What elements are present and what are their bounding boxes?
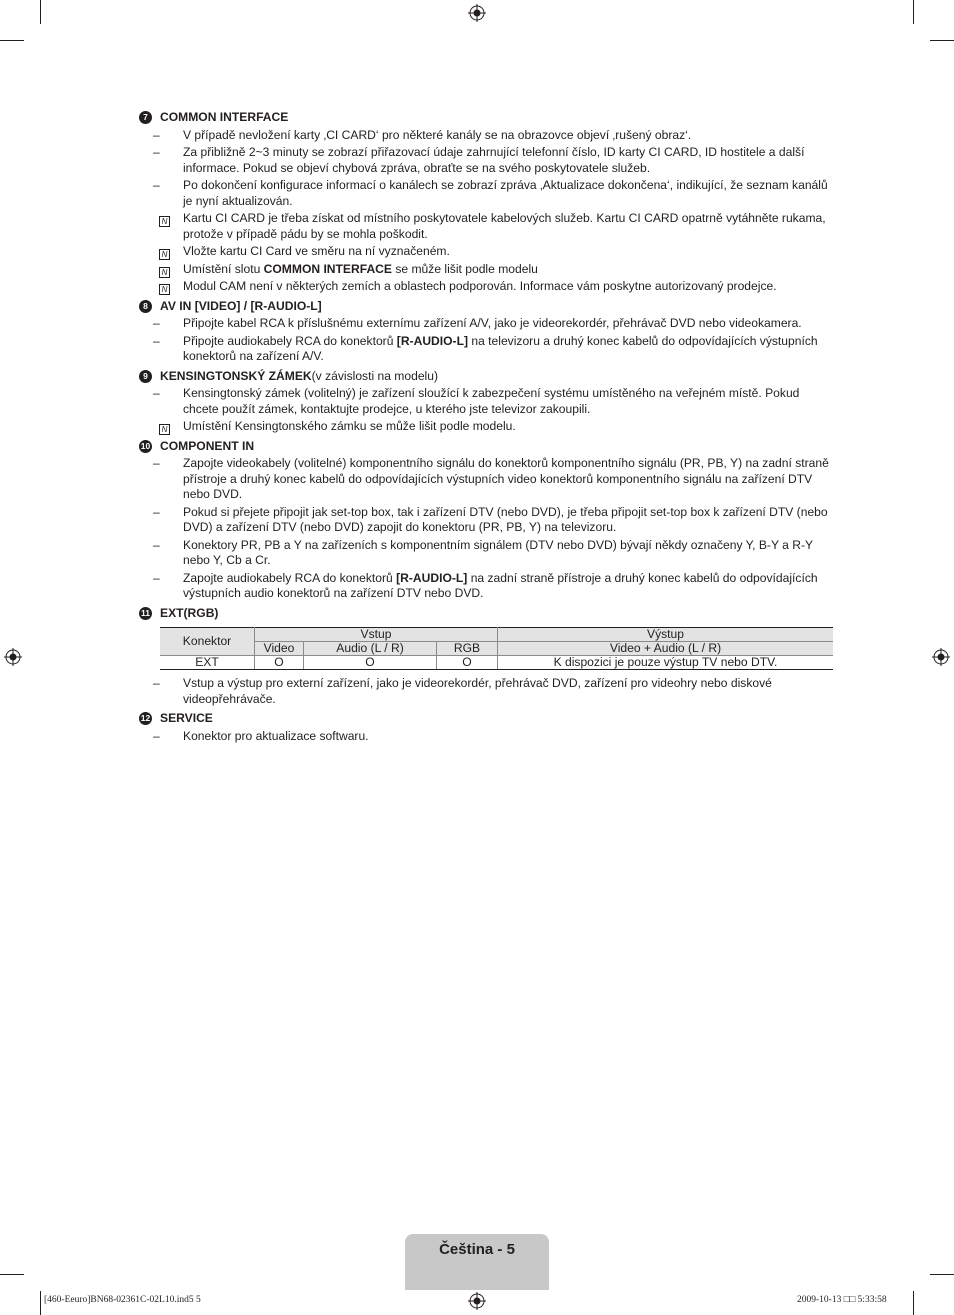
item-text	[183, 571, 836, 602]
bullet-item	[139, 456, 836, 503]
dash-marker: –	[153, 676, 160, 690]
dash-marker: –	[153, 127, 160, 142]
item-text: Kartu CI CARD je třeba získat od místního poskytovatele kabelových služeb. Kartu CI CARD opatrně vytáhněte rukama, protože v případě pádu by se mohla poškodit.	[183, 211, 826, 241]
table-subheader-row	[160, 642, 833, 656]
page-label: Čeština - 5	[439, 1241, 515, 1258]
section-title: EXT(RGB)	[160, 605, 219, 620]
dash-marker: –	[153, 316, 160, 330]
section-title: AV IN [VIDEO] / [R-AUDIO-L]	[160, 298, 322, 313]
section-number-icon: 12	[140, 713, 151, 724]
section-title: COMMON INTERFACE	[160, 110, 289, 124]
table-cell: O	[255, 656, 304, 670]
section	[139, 110, 836, 295]
crop-mark	[913, 1291, 914, 1315]
table-header-cell: Video	[255, 642, 304, 656]
item-text-post: na zadní straně přístroje a druhý konec kabelů do odpovídajících výstupních audio konektorů na zařízení DTV nebo DVD.	[183, 570, 818, 600]
table-header-cell: Výstup	[498, 628, 834, 642]
dash-marker: –	[153, 728, 160, 743]
note-item	[139, 279, 836, 295]
table-header-cell: Video + Audio (L / R)	[498, 642, 834, 656]
table-cell: O	[437, 656, 498, 670]
table-cell: O	[304, 656, 437, 670]
item-text: Modul CAM není v některých zemích a oblastech podporován. Informace vám poskytne autorizovaný prodejce.	[183, 279, 777, 293]
item-text-post: se může lišit podle modelu	[391, 261, 538, 276]
note-item	[139, 419, 836, 435]
dash-marker: –	[153, 333, 160, 348]
item-text-post: na televizoru a druhý konec kabelů do odpovídajících výstupních konektorů na zařízení A/V.	[183, 333, 818, 363]
note-icon-wrap	[139, 211, 183, 242]
note-icon: N	[159, 284, 170, 295]
bullet-item	[139, 729, 836, 745]
table-row	[160, 656, 833, 670]
crop-mark	[930, 40, 954, 41]
item-text: Za přibližně 2~3 minuty se zobrazí přiřazovací údaje zahrnující telefonní číslo, ID karty CI CARD, ID hostitele a další informace. Pokud se objeví chybová zpráva, obraťte se na svého poskytovatele služeb.	[183, 145, 805, 175]
crop-mark	[40, 1291, 41, 1315]
section-title: KENSINGTONSKÝ ZÁMEK	[160, 368, 312, 383]
section-number-icon: 11	[141, 607, 150, 618]
bullet-item	[139, 538, 836, 569]
section	[139, 369, 836, 435]
bullet-item	[139, 676, 836, 707]
item-text: Připojte kabel RCA k příslušnému externímu zařízení A/V, jako je videorekordér, přehrávač DVD nebo videokamera.	[183, 316, 802, 330]
crop-mark	[913, 0, 914, 24]
section	[139, 439, 836, 602]
dash-marker: –	[153, 178, 160, 192]
section	[139, 606, 836, 708]
bullet-item	[139, 386, 836, 417]
section-heading	[139, 369, 836, 385]
table-cell: EXT	[160, 656, 255, 670]
section-heading	[139, 299, 836, 315]
note-icon: N	[159, 424, 170, 435]
print-slug-right: 2009-10-13 □□ 5:33:58	[797, 1295, 887, 1305]
note-icon-wrap	[139, 279, 183, 295]
item-text-bold: [R-AUDIO-L]	[396, 333, 468, 348]
bullet-item	[139, 145, 836, 176]
registration-mark-icon	[468, 1292, 486, 1310]
dash-marker: –	[153, 504, 160, 519]
section-heading	[139, 711, 836, 727]
item-text: Kensingtonský zámek (volitelný) je zařízení sloužící k zabezpečení systému umístěného na veřejném místě. Pokud chcete použít zámek, kontaktujte prodejce, u kterého jste televizor zakoupili.	[183, 386, 800, 416]
item-text	[183, 262, 836, 278]
note-icon-wrap	[139, 262, 183, 278]
note-icon-wrap	[139, 244, 183, 260]
registration-mark-icon	[932, 648, 950, 666]
print-slug-left: [460-Eeuro]BN68-02361C-02L10.ind5 5	[44, 1295, 201, 1305]
table-header-row	[160, 628, 833, 642]
section-number-icon: 10	[140, 440, 151, 451]
dash-marker: –	[153, 386, 160, 400]
note-icon-wrap	[139, 419, 183, 435]
dash-marker: –	[153, 537, 160, 552]
bullet-item	[139, 334, 836, 365]
note-item	[139, 262, 836, 278]
ext-rgb-table	[160, 627, 833, 670]
item-text: Zapojte videokabely (volitelné) komponentního signálu do konektorů komponentního signálu (PR, PB, Y) na zadní straně přístroje a druhý konec kabelů do odpovídajících výstupních video konektorů komponentního signálu na zařízení DTV nebo DVD.	[183, 456, 829, 501]
item-text	[183, 334, 836, 365]
item-text: Konektor pro aktualizace softwaru.	[183, 728, 369, 743]
registration-mark-icon	[468, 4, 486, 22]
manual-content	[139, 110, 836, 746]
table-cell: K dispozici je pouze výstup TV nebo DTV.	[498, 656, 834, 670]
item-text: Konektory PR, PB a Y na zařízeních s komponentním signálem (DTV nebo DVD) bývají někdy označeny Y, B-Y a R-Y nebo Y, Cb a Cr.	[183, 537, 813, 567]
crop-mark	[0, 40, 24, 41]
bullet-item	[139, 505, 836, 536]
table-header-cell: Audio (L / R)	[304, 642, 437, 656]
section-number-icon: 7	[139, 111, 152, 124]
section-heading	[139, 110, 836, 126]
note-icon: N	[159, 249, 170, 260]
section-title: COMPONENT IN	[160, 438, 255, 453]
item-text: Vstup a výstup pro externí zařízení, jako je videorekordér, přehrávač DVD, zařízení pro videohry nebo diskové videopřehrávače.	[183, 676, 772, 706]
dash-marker: –	[153, 456, 160, 470]
note-item	[139, 211, 836, 242]
section	[139, 711, 836, 744]
dash-marker: –	[153, 145, 160, 159]
item-text-pre: Umístění slotu	[183, 261, 264, 276]
section-title-suffix: (v závislosti na modelu)	[311, 368, 438, 383]
section-number-icon: 8	[139, 300, 152, 313]
note-icon: N	[159, 216, 170, 227]
item-text-pre: Připojte audiokabely RCA do konektorů	[183, 333, 397, 348]
section-title: SERVICE	[160, 711, 213, 725]
item-text: Po dokončení konfigurace informací o kanálech se zobrazí zpráva ‚Aktualizace dokončena‘, indikující, že seznam kanálů je nyní aktualizován.	[183, 178, 828, 208]
section-heading	[139, 606, 836, 622]
item-text: Pokud si přejete připojit jak set-top box, tak i zařízení DTV (nebo DVD), je třeba připojit set-top box k zařízení DTV (nebo DVD) a zařízení DTV (nebo DVD) zapojit do konektoru (PR, PB, Y) na televizoru.	[183, 504, 828, 534]
bullet-item	[139, 316, 836, 332]
table-header-cell: Vstup	[255, 628, 498, 642]
item-text: Vložte kartu CI Card ve směru na ní vyznačeném.	[183, 244, 450, 258]
bullet-item	[139, 178, 836, 209]
section-number-icon: 9	[139, 370, 152, 383]
item-text-bold: COMMON INTERFACE	[263, 261, 392, 276]
bullet-item	[139, 571, 836, 602]
item-text-bold: [R-AUDIO-L]	[396, 570, 468, 585]
table-header-cell: RGB	[437, 642, 498, 656]
bullet-item	[139, 128, 836, 144]
note-item	[139, 244, 836, 260]
item-text: V případě nevložení karty ‚CI CARD‘ pro některé kanály se na obrazovce objeví ‚rušený obraz‘.	[183, 127, 692, 142]
crop-mark	[40, 0, 41, 24]
registration-mark-icon	[4, 648, 22, 666]
item-text: Umístění Kensingtonského zámku se může lišit podle modelu.	[183, 419, 516, 433]
section-heading	[139, 439, 836, 455]
dash-marker: –	[153, 570, 160, 585]
crop-mark	[0, 1274, 24, 1275]
crop-mark	[930, 1274, 954, 1275]
note-icon: N	[159, 267, 170, 278]
table-header-cell: Konektor	[160, 628, 255, 656]
item-text-pre: Zapojte audiokabely RCA do konektorů	[183, 570, 397, 585]
section	[139, 299, 836, 365]
